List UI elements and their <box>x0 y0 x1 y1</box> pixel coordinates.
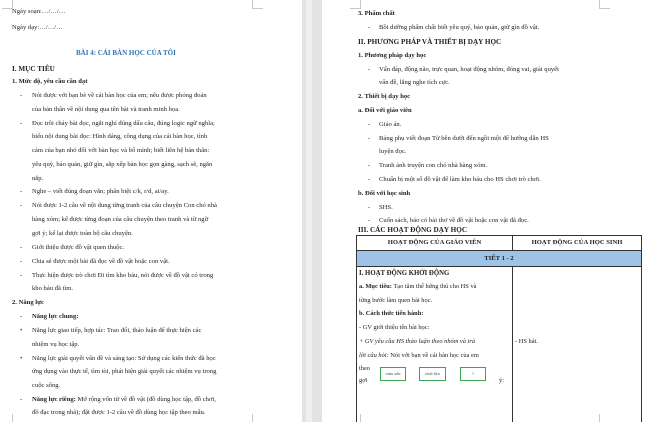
dash-bullet: - <box>20 313 23 320</box>
margin-corner-mark <box>252 414 263 422</box>
goal-text: Tạo tâm thế hứng thú cho HS và <box>391 283 477 290</box>
dash-bullet: - <box>20 202 23 209</box>
step-text: theo <box>359 365 371 372</box>
teacher-item: Tranh ảnh truyện con chó nhà hàng xóm. <box>379 162 488 169</box>
goal-label: a. Mục tiêu: <box>359 283 392 290</box>
margin-corner-mark <box>599 0 610 9</box>
subheading-qualities: 3. Phẩm chất <box>358 10 395 17</box>
competency-text: ứng dụng vào thực tế, tìm tòi, phát hiện giải quyết các nhiệm vụ trong <box>32 368 217 375</box>
table-row <box>357 267 641 422</box>
method-text: vấn đề, lắng nghe tích cực. <box>379 79 450 86</box>
subheading-requirements: 1. Mức độ, yêu cầu cần đạt <box>12 78 88 85</box>
subheading-student: b. Đối với học sinh <box>358 190 411 197</box>
specific-competency-text: đồ đạc trong nhà); đặt được 1-2 câu về đồ dùng học tập theo mẫu. <box>32 409 206 416</box>
method-label: b. Cách thức tiến hành: <box>359 310 424 317</box>
teacher-item: Bảng phụ viết đoạn Từ bên dưới đến ngồi một để hướng dẫn HS <box>379 135 549 142</box>
margin-corner-mark <box>599 414 610 422</box>
margin-corner-mark <box>350 414 361 422</box>
objective-text: hiểu nội dung bài đọc: Hình dáng, công dụng của cái bàn học, tình <box>32 133 208 140</box>
activities-table <box>356 235 642 422</box>
objective-text: gợi ý; kể lại được toàn bộ câu chuyện. <box>32 230 133 237</box>
specific-competency-text: Mở rộng vốn từ về đồ vật (đồ dùng học tập, đồ chơi, <box>75 396 216 403</box>
page-gap <box>302 0 322 422</box>
subheading-teacher: a. Đối với giáo viên <box>358 107 412 114</box>
student-activity-cell <box>513 267 641 422</box>
round-bullet: • <box>20 327 23 334</box>
general-competency-label: Năng lực chung: <box>32 313 79 320</box>
dash-bullet: - <box>20 92 23 99</box>
method-text: Vấn đáp, động não, trực quan, hoạt động nhóm, đóng vai, giải quyết <box>379 66 559 73</box>
column-header-teacher: HOẠT ĐỘNG CỦA GIÁO VIÊN <box>357 236 513 251</box>
dash-bullet: - <box>368 204 371 211</box>
subheading-teaching-method: 1. Phương pháp dạy học <box>358 52 427 59</box>
objective-text: Nói được 1-2 câu về nội dung từng tranh của câu chuyện Con chó nhà <box>32 202 217 209</box>
step-text <box>359 350 479 362</box>
margin-corner-mark <box>2 414 13 422</box>
specific-competency <box>32 394 216 406</box>
objective-text: hàng xóm; kể được từng đoạn của câu chuyện theo tranh và từ ngữ <box>32 216 209 223</box>
objective-text: cảm của bạn nhỏ đối với bàn học và bố mình; biết liên hệ bản thân: <box>32 147 210 154</box>
student-item: Cuốn sách, báo có bài thơ về đồ vật hoặc con vật đã đọc. <box>379 217 529 224</box>
objective-text: Nói được với bạn bè về cái bàn học của em; nêu được phỏng đoán <box>32 92 207 99</box>
goal-text: từng bước làm quen bài học. <box>359 297 433 304</box>
dash-bullet: - <box>20 120 23 127</box>
dash-bullet: - <box>20 188 23 195</box>
section-heading-objectives: I. MỤC TIÊU <box>12 65 55 73</box>
teacher-item: Chuẩn bị một số đồ vật để làm kho báu cho HS chơi trò chơi. <box>379 176 541 183</box>
step-text: gợi <box>359 377 368 384</box>
specific-competency-label: Năng lực riêng: <box>32 396 76 403</box>
lesson-title: BÀI 4: CÁI BÀN HỌC CỦA TÔI <box>76 49 176 57</box>
dash-bullet: - <box>368 66 371 73</box>
period-row: TIẾT 1 - 2 <box>357 251 641 267</box>
teacher-item: luyện đọc. <box>379 148 407 155</box>
dash-bullet: - <box>368 162 371 169</box>
quality-text: Bồi dưỡng phẩm chất biết yêu quý, bảo quản, giữ gìn đồ vật. <box>379 24 540 31</box>
section-heading-methods: II. PHƯƠNG PHÁP VÀ THIẾT BỊ DẠY HỌC <box>358 38 502 46</box>
hint-box-color: màu sắc <box>380 367 406 381</box>
subheading-competencies: 2. Năng lực <box>12 299 44 306</box>
competency-text: cuộc sống. <box>32 382 61 389</box>
round-bullet: • <box>20 355 23 362</box>
step-text: ý: <box>499 377 504 384</box>
objective-text: Giới thiệu được đồ vật quen thuộc. <box>32 244 125 251</box>
document-page-left <box>0 0 302 422</box>
column-header-student: HOẠT ĐỘNG CỦA HỌC SINH <box>513 236 641 251</box>
date-prepared: Ngày soạn:…/…/… <box>12 8 66 15</box>
teacher-item: Giáo án. <box>379 121 402 128</box>
competency-text: Năng lực giải quyết vấn đề và sáng tạo: Sử dụng các kiến thức đã học <box>32 355 216 362</box>
dash-bullet: - <box>368 24 371 31</box>
student-item: SHS. <box>379 204 393 211</box>
dash-bullet: - <box>20 258 23 265</box>
competency-text: nhiệm vụ học tập. <box>32 341 80 348</box>
objective-text: Chia sẻ được một bài đã đọc về đồ vật hoặc con vật. <box>32 258 170 265</box>
dash-bullet: - <box>20 272 23 279</box>
step-text: + GV yêu cầu HS thảo luận theo nhóm và trả <box>359 338 476 345</box>
document-page-right <box>322 0 650 422</box>
dash-bullet: - <box>368 135 371 142</box>
hint-box-question: ? <box>460 367 486 381</box>
step-text: - GV giới thiệu tên bài học: <box>359 324 430 331</box>
step-text-rest: Nói với bạn về cái bàn học của em <box>388 352 479 359</box>
hint-box-material: chất liệu <box>419 367 446 381</box>
objective-text: của bản thân về nội dung qua tên bài và tranh minh họa. <box>32 106 180 113</box>
objective-text: Thực hiện được trò chơi Đi tìm kho báu, nói được về đồ vật có trong <box>32 272 214 279</box>
goal-line <box>359 281 476 293</box>
step-text-italic: lời câu hỏi: <box>359 352 389 359</box>
objective-text: Đọc trôi chảy bài đọc, ngắt nghỉ đúng dấu câu, đúng logic ngữ nghĩa; <box>32 120 215 127</box>
objective-text: kho báu đã tìm. <box>32 285 74 292</box>
section-heading-activities: III. CÁC HOẠT ĐỘNG DẠY HỌC <box>358 226 468 234</box>
margin-corner-mark <box>252 0 263 9</box>
teacher-activity-cell <box>357 267 513 422</box>
table-header-row <box>357 236 641 251</box>
objective-text: nắp. <box>32 175 44 182</box>
activity-title: I. HOẠT ĐỘNG KHỞI ĐỘNG <box>359 270 450 277</box>
dash-bullet: - <box>368 217 371 224</box>
date-taught: Ngày dạy:…/…/… <box>12 24 63 31</box>
dash-bullet: - <box>368 176 371 183</box>
objective-text: Nghe – viết đúng đoạn văn; phân biệt c/k, r/d, ai/ay. <box>32 188 169 195</box>
subheading-equipment: 2. Thiết bị dạy học <box>358 93 411 100</box>
dash-bullet: - <box>20 396 23 403</box>
dash-bullet: - <box>368 121 371 128</box>
student-response: - HS hát. <box>515 338 538 345</box>
dash-bullet: - <box>20 244 23 251</box>
objective-text: yêu quý, bảo quản, giữ gìn, sắp xếp bàn học gọn gàng, sạch sẽ, ngăn <box>32 161 213 168</box>
competency-text: Năng lực giao tiếp, hợp tác: Trao đổi, thảo luận để thực hiện các <box>32 327 202 334</box>
